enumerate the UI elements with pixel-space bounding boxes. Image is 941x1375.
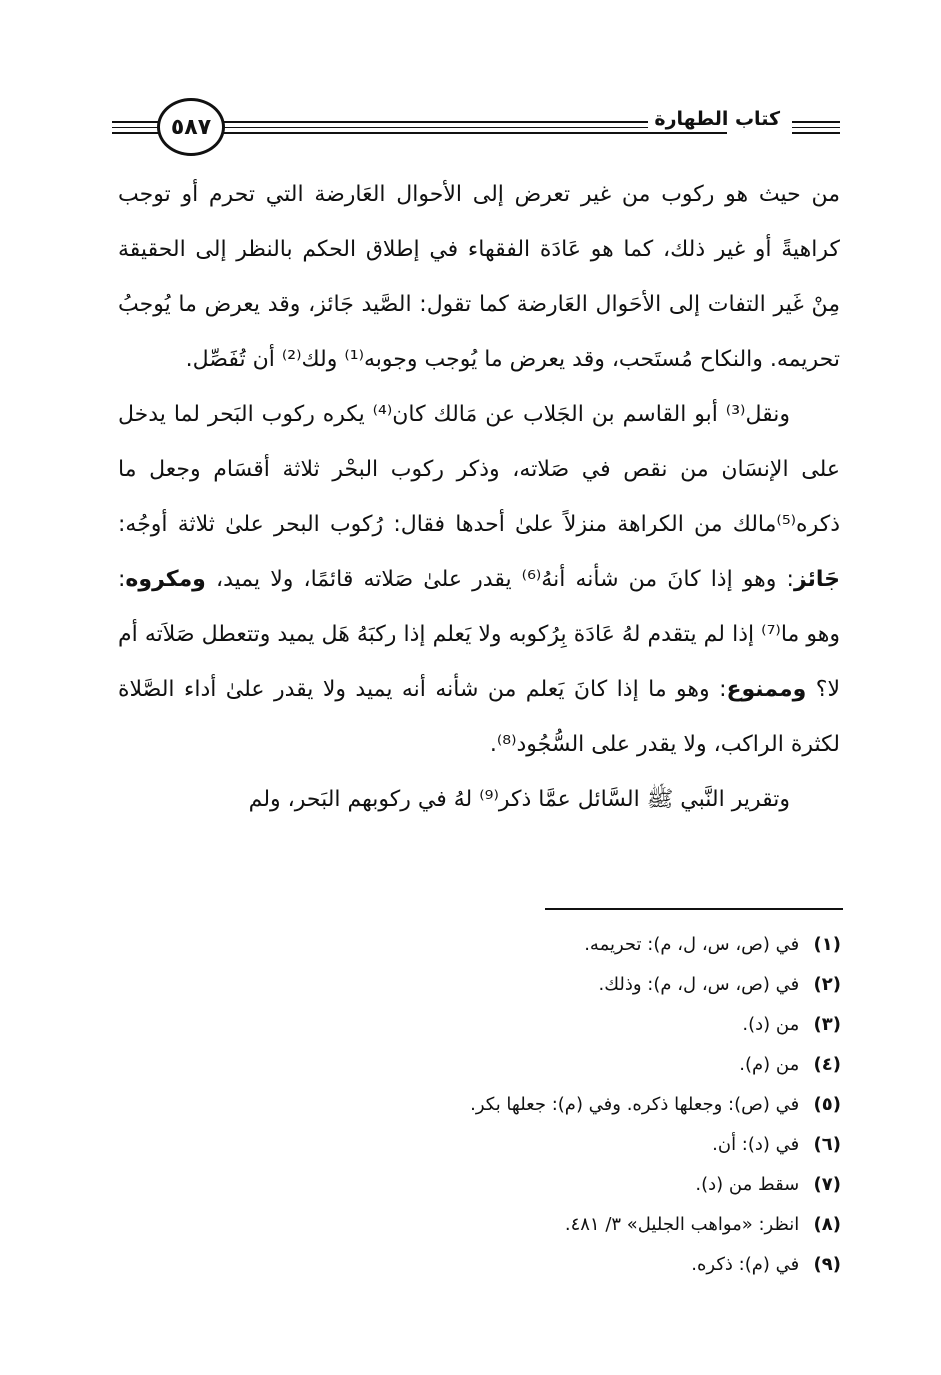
footnote bbox=[141, 1085, 841, 1125]
page-header bbox=[112, 86, 840, 174]
footnote bbox=[141, 1045, 841, 1085]
footnote-number: (٧) bbox=[813, 1174, 841, 1195]
footnote-text: في (م): ذكره. bbox=[691, 1254, 800, 1275]
footnote-text: في (ص، س، ل، م): وذلك. bbox=[598, 974, 800, 995]
header-rule-left bbox=[112, 121, 160, 138]
footnote-number: (٨) bbox=[813, 1214, 841, 1235]
footnote bbox=[141, 925, 841, 965]
paragraph: وتقرير النَّبي ﷺ السَّائل عمَّا ذكر⁽⁹⁾ لهُ في ركوبهم البَحر، ولم bbox=[248, 787, 790, 812]
footnote bbox=[141, 1165, 841, 1205]
paragraph bbox=[118, 387, 840, 772]
footnote-number: (٩) bbox=[813, 1254, 841, 1275]
ruling-term: ومكروه bbox=[125, 567, 206, 592]
footnote-number: (٤) bbox=[813, 1054, 841, 1075]
footnote-separator bbox=[545, 908, 843, 910]
footnotes bbox=[141, 925, 841, 1285]
footnote-text: في (ص): وجعلها ذكره. وفي (م): جعلها بكر. bbox=[470, 1094, 800, 1115]
paragraph-text: ونقل⁽³⁾ أبو القاسم بن الجَلاب عن مَالك كان⁽⁴⁾ يكره ركوب البَحر لما يدخل على الإنسَان من نقص في صَلاته، وذكر ركوب البحْر ثلاثة أقسَام وجعل ما ذكره⁽⁵⁾مالك من الكراهة منزلاً علىٰ أحدها فقال: رُكوب البحر علىٰ ثلاثة أوجُه: bbox=[118, 402, 840, 537]
ruling-term: وممنوع bbox=[726, 677, 807, 702]
footnote-number: (١) bbox=[813, 934, 841, 955]
footnote-text: انظر: «مواهب الجليل» ٣/ ٤٨١. bbox=[564, 1214, 800, 1235]
ruling-term: جَائز bbox=[793, 567, 840, 592]
paragraph: من حيث هو ركوب من غير تعرض إلى الأحوال العَارضة التي تحرم أو توجب كراهيةً أو غير ذلك، كما هو عَادَة الفقهاء في إطلاق الحكم بالنظر إلى الحقيقة مِنْ غَير التفات إلى الأحَوال العَارضة كما تقول: الصَّيد جَائز، وقد يعرض ما يُوجبُ تحريمه. والنكاح مُستَحب، وقد يعرض ما يُوجب وجوبه⁽¹⁾ ولك⁽²⁾ أن تُفَصِّل. bbox=[118, 182, 840, 372]
footnote bbox=[141, 1005, 841, 1045]
footnote-number: (٣) bbox=[813, 1014, 841, 1035]
footnote-text: في (ص، س، ل، م): تحريمه. bbox=[584, 934, 800, 955]
footnote bbox=[141, 1125, 841, 1165]
body-text bbox=[118, 167, 840, 827]
footnote-number: (٥) bbox=[813, 1094, 841, 1115]
footnote-number: (٦) bbox=[813, 1134, 841, 1155]
footnote-text: في (د): أن. bbox=[712, 1134, 800, 1155]
footnote-number: (٢) bbox=[813, 974, 841, 995]
footnote-text: من (د). bbox=[742, 1014, 800, 1035]
paragraph-text: : وهو ما⁽⁷⁾ إذا لم يتقدم لهُ عَادَة بِرُكوبه ولا يَعلم إذا ركبَهُ هَل يميد وتتعطل صَلاَته أم لا؟ bbox=[118, 567, 841, 702]
paragraph-text: : وهو ما إذا كانَ يَعلم من شأنه أنه يميد ولا يقدر علىٰ أداء الصَّلاة لكثرة الراكب، ولا يقدر على السُّجُود⁽⁸⁾. bbox=[118, 677, 840, 757]
header-rule-right bbox=[792, 121, 840, 138]
running-title: كتاب الطهارة bbox=[648, 108, 786, 130]
paragraph-text: : وهو إذا كانَ من شأنه أنهُ⁽⁶⁾ يقدر علىٰ صَلاته قائمًا، ولا يميد، bbox=[205, 567, 794, 592]
footnote bbox=[141, 1205, 841, 1245]
footnote-text: سقط من (د). bbox=[695, 1174, 800, 1195]
footnote-text: من (م). bbox=[739, 1054, 800, 1075]
footnote bbox=[141, 1245, 841, 1285]
footnote bbox=[141, 965, 841, 1005]
page-number: ٥٨٧ bbox=[157, 98, 225, 156]
